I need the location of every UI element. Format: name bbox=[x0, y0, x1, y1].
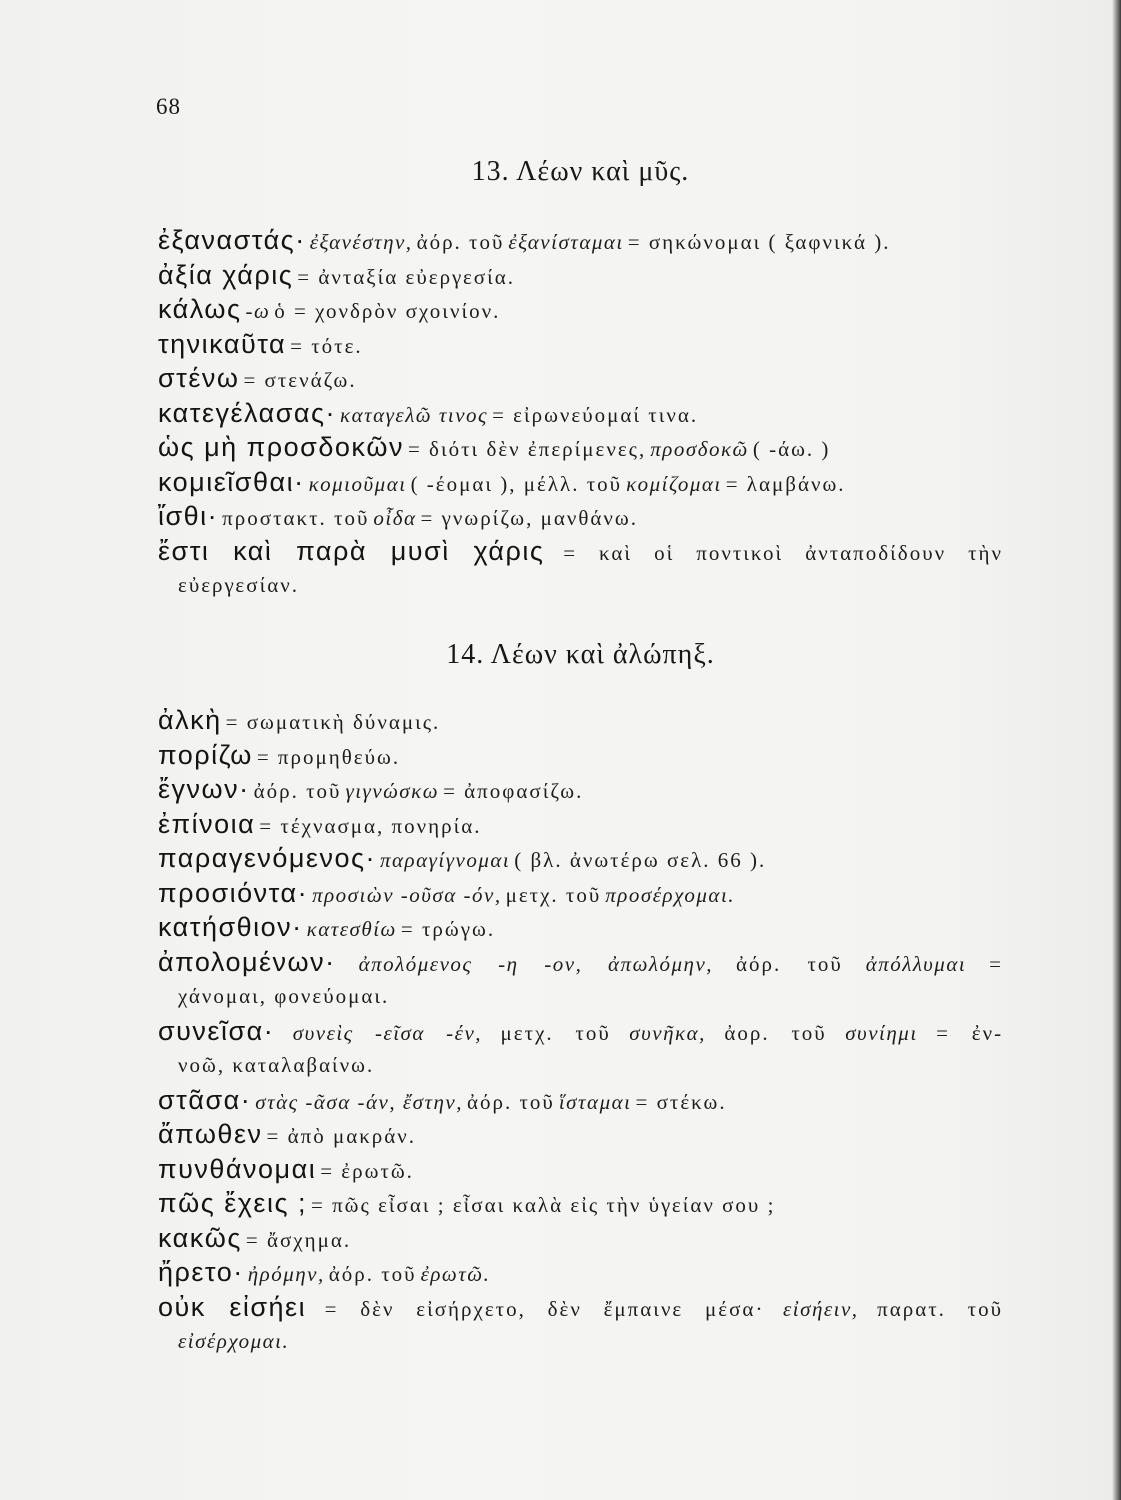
definition-italic-text: παραγίγνομαι bbox=[380, 848, 511, 872]
definition-text: μετχ. τοῦ bbox=[505, 882, 602, 907]
definition-text: = προμηθεύω. bbox=[256, 744, 401, 769]
glossary-entry bbox=[158, 258, 1003, 293]
definition-text: ( βλ. ἀνωτέρω σελ. 66 ). bbox=[514, 848, 767, 872]
definition-italic-text: οἶδα bbox=[373, 506, 417, 530]
headword: ἤρετο· bbox=[158, 1257, 244, 1287]
definition-italic-text: ἐξανίσταμαι bbox=[508, 230, 624, 254]
definition-text: ἀόρ. τοῦ bbox=[736, 951, 843, 976]
definition-text: = τότε. bbox=[290, 333, 363, 358]
definition-italic-text: γιγνώσκω bbox=[345, 779, 440, 803]
glossary-entry bbox=[158, 738, 1003, 773]
definition-text: = στενάζω. bbox=[243, 368, 357, 392]
definition-text: νοῶ, καταλαβαίνω. bbox=[178, 1053, 375, 1077]
definition-text: = γνωρίζω, μανθάνω. bbox=[420, 506, 638, 530]
definition-text: = διότι δὲν ἐπερίμενες, bbox=[407, 437, 647, 461]
headword: πυνθάνομαι bbox=[158, 1153, 317, 1184]
entry-line bbox=[158, 1014, 1003, 1049]
glossary-entry bbox=[158, 703, 1003, 738]
glossary-list bbox=[158, 703, 1003, 1359]
glossary-entry bbox=[158, 1255, 1003, 1290]
glossary-entry bbox=[158, 807, 1003, 842]
entry-continuation-line bbox=[158, 1048, 1003, 1083]
definition-italic-text: συνίημι bbox=[845, 1020, 918, 1045]
entry-line bbox=[158, 292, 1003, 327]
entry-line bbox=[158, 1221, 1003, 1256]
entry-continuation-line bbox=[158, 1324, 1003, 1359]
definition-text: = πῶς εἶσαι ; εἶσαι καλὰ εἰς τὴν ὑγείαν σου ; bbox=[310, 1193, 776, 1217]
definition-italic-text: ἀπόλλυμαι bbox=[865, 951, 967, 976]
entry-line bbox=[158, 1117, 1003, 1152]
definition-text: ( -άω. ) bbox=[752, 437, 831, 461]
entry-line bbox=[158, 1083, 1003, 1118]
glossary-entry bbox=[158, 361, 1003, 396]
entry-line bbox=[158, 1152, 1003, 1187]
headword: πῶς ἔχεις ; bbox=[158, 1188, 307, 1218]
definition-text: = λαμβάνω. bbox=[725, 471, 846, 496]
definition-text: ἀόρ. τοῦ bbox=[467, 1089, 555, 1114]
headword: ἔγνων· bbox=[158, 774, 250, 804]
entry-line bbox=[158, 1255, 1003, 1290]
entry-line bbox=[158, 430, 1003, 465]
definition-italic-text: κομιοῦμαι bbox=[308, 471, 407, 496]
definition-text: = ἐρωτῶ. bbox=[320, 1158, 414, 1183]
headword: προσιόντα· bbox=[158, 877, 309, 908]
glossary-list bbox=[158, 223, 1003, 603]
entry-line bbox=[158, 945, 1003, 980]
headword: ἐξαναστάς· bbox=[158, 225, 306, 255]
glossary-entry bbox=[158, 292, 1003, 327]
entry-line bbox=[158, 223, 1003, 258]
definition-text: = στέκω. bbox=[635, 1089, 727, 1114]
definition-text: = σηκώνομαι ( ξαφνικά ). bbox=[627, 230, 891, 254]
definition-italic-text: προσιὼν -οῦσα -όν, bbox=[312, 882, 502, 907]
definition-text: ( -έομαι ), μέλλ. τοῦ bbox=[410, 471, 623, 496]
entry-line bbox=[158, 876, 1003, 911]
glossary-entry bbox=[158, 430, 1003, 465]
section-title: 13. Λέων καὶ μῦς. bbox=[471, 156, 690, 187]
headword: ἀπολομένων· bbox=[158, 946, 336, 977]
glossary-entry bbox=[158, 1221, 1003, 1256]
definition-text: = bbox=[989, 951, 1003, 976]
definition-text: ἀορ. τοῦ bbox=[724, 1020, 827, 1045]
glossary-entry bbox=[158, 1152, 1003, 1187]
page-number: 68 bbox=[156, 94, 181, 119]
headword: ἄπωθεν bbox=[158, 1119, 263, 1149]
entry-line bbox=[158, 465, 1003, 500]
entry-line bbox=[158, 841, 1003, 876]
entry-line bbox=[158, 807, 1003, 842]
entry-continuation-line bbox=[158, 979, 1003, 1014]
definition-text: χάνομαι, φονεύομαι. bbox=[178, 984, 390, 1008]
definition-text: = ἐν- bbox=[936, 1020, 1004, 1045]
entry-line bbox=[158, 772, 1003, 807]
entry-line bbox=[158, 738, 1003, 773]
entry-line bbox=[158, 910, 1003, 945]
definition-text: ὁ = χονδρὸν σχοινίον. bbox=[274, 299, 501, 323]
definition-italic-text: εἰσήειν, bbox=[782, 1296, 859, 1321]
entry-line bbox=[158, 258, 1003, 293]
entry-line bbox=[158, 1186, 1003, 1221]
definition-text: = καὶ οἱ ποντικοὶ ἀνταποδίδουν τὴν bbox=[563, 540, 1004, 565]
headword: συνεῖσα· bbox=[158, 1015, 275, 1046]
headword: στένω bbox=[158, 363, 240, 393]
definition-text: = ἀπὸ μακράν. bbox=[266, 1124, 417, 1148]
definition-italic-text: προσδοκῶ bbox=[650, 437, 749, 461]
glossary-entry bbox=[158, 1290, 1003, 1359]
headword: κομιεῖσθαι· bbox=[158, 466, 305, 497]
glossary-entry bbox=[158, 1117, 1003, 1152]
headword: ὡς μὴ προσδοκῶν bbox=[158, 432, 404, 462]
definition-text: = ἄσχημα. bbox=[245, 1227, 352, 1252]
headword: κακῶς bbox=[158, 1222, 242, 1253]
headword: ἴσθι· bbox=[158, 501, 219, 531]
headword: παραγενόμενος· bbox=[158, 843, 376, 873]
glossary-entry bbox=[158, 772, 1003, 807]
headword: ἐπίνοια bbox=[158, 808, 256, 839]
definition-italic-text: ἠρόμην, bbox=[247, 1262, 325, 1286]
definition-italic-text: στὰς -ᾶσα -άν, ἔστην, bbox=[255, 1089, 464, 1114]
entry-line bbox=[158, 361, 1003, 396]
headword: κάλως bbox=[158, 294, 242, 324]
entry-line bbox=[158, 534, 1003, 569]
glossary-entry bbox=[158, 499, 1003, 534]
definition-italic-text: συνεὶς -εῖσα -έν, bbox=[292, 1020, 483, 1045]
definition-text: προστακτ. τοῦ bbox=[222, 506, 370, 530]
definition-italic-text: ἀπολόμενος -η -ον, ἀπωλόμην, bbox=[358, 951, 714, 976]
headword: κατεγέλασας· bbox=[158, 397, 336, 428]
definition-text: εὐεργεσίαν. bbox=[178, 573, 299, 597]
entry-line bbox=[158, 1290, 1003, 1325]
definition-text: = τέχνασμα, πονηρία. bbox=[259, 813, 482, 838]
definition-italic-text: ἵσταμαι bbox=[558, 1089, 632, 1114]
glossary-entry bbox=[158, 1083, 1003, 1118]
definition-italic-text: ἐρωτῶ. bbox=[420, 1262, 491, 1286]
definition-italic-text: ἐξανέστην, bbox=[309, 230, 413, 254]
definition-text: ἀόρ. τοῦ bbox=[416, 230, 505, 254]
glossary-entry bbox=[158, 534, 1003, 603]
definition-italic-text: κομίζομαι bbox=[626, 471, 722, 496]
glossary-entry bbox=[158, 945, 1003, 1014]
definition-italic-text: καταγελῶ τινος bbox=[340, 402, 489, 427]
definition-text: = τρώγω. bbox=[400, 917, 496, 941]
glossary-entry bbox=[158, 223, 1003, 258]
definition-text: ἀόρ. τοῦ bbox=[328, 1262, 417, 1286]
entry-continuation-line bbox=[158, 568, 1003, 603]
glossary-entry bbox=[158, 396, 1003, 431]
definition-italic-text: συνῆκα, bbox=[629, 1020, 706, 1045]
headword: ἀλκὴ bbox=[158, 705, 222, 735]
definition-italic-text: -ω bbox=[245, 299, 271, 323]
entry-line bbox=[158, 327, 1003, 362]
glossary-entry bbox=[158, 327, 1003, 362]
section-title: 14. Λέων καὶ ἀλώπηξ. bbox=[446, 639, 715, 670]
definition-italic-text: κατεσθίω bbox=[306, 917, 397, 941]
headword: ἀξία χάρις bbox=[158, 259, 294, 290]
glossary-entry bbox=[158, 910, 1003, 945]
definition-text: = δὲν εἰσήρχετο, δὲν ἔμπαινε μέσα· bbox=[324, 1296, 765, 1321]
headword: τηνικαῦτα bbox=[158, 328, 287, 359]
entry-line bbox=[158, 499, 1003, 534]
definition-italic-text: εἰσέρχομαι. bbox=[178, 1329, 290, 1353]
entry-line bbox=[158, 703, 1003, 738]
glossary-entry bbox=[158, 1014, 1003, 1083]
entry-line bbox=[158, 396, 1003, 431]
definition-text: = ἀνταξία εὐεργεσία. bbox=[297, 264, 516, 289]
glossary-entry bbox=[158, 1186, 1003, 1221]
definition-text: μετχ. τοῦ bbox=[500, 1020, 611, 1045]
page-edge-shadow bbox=[1112, 0, 1121, 1500]
definition-text: παρατ. τοῦ bbox=[877, 1296, 1004, 1321]
glossary-entry bbox=[158, 876, 1003, 911]
glossary-entry bbox=[158, 841, 1003, 876]
headword: οὐκ εἰσήει bbox=[158, 1291, 307, 1322]
glossary-entry bbox=[158, 465, 1003, 500]
definition-italic-text: προσέρχομαι. bbox=[605, 882, 736, 907]
definition-text: = σωματικὴ δύναμις. bbox=[225, 710, 441, 734]
headword: στᾶσα· bbox=[158, 1084, 252, 1115]
headword: πορίζω bbox=[158, 739, 253, 770]
definition-text: ἀόρ. τοῦ bbox=[253, 779, 342, 803]
headword: κατήσθιον· bbox=[158, 912, 303, 942]
headword: ἔστι καὶ παρὰ μυσὶ χάρις bbox=[158, 535, 545, 566]
definition-text: = εἰρωνεύομαί τινα. bbox=[492, 402, 699, 427]
definition-text: = ἀποφασίζω. bbox=[443, 779, 584, 803]
